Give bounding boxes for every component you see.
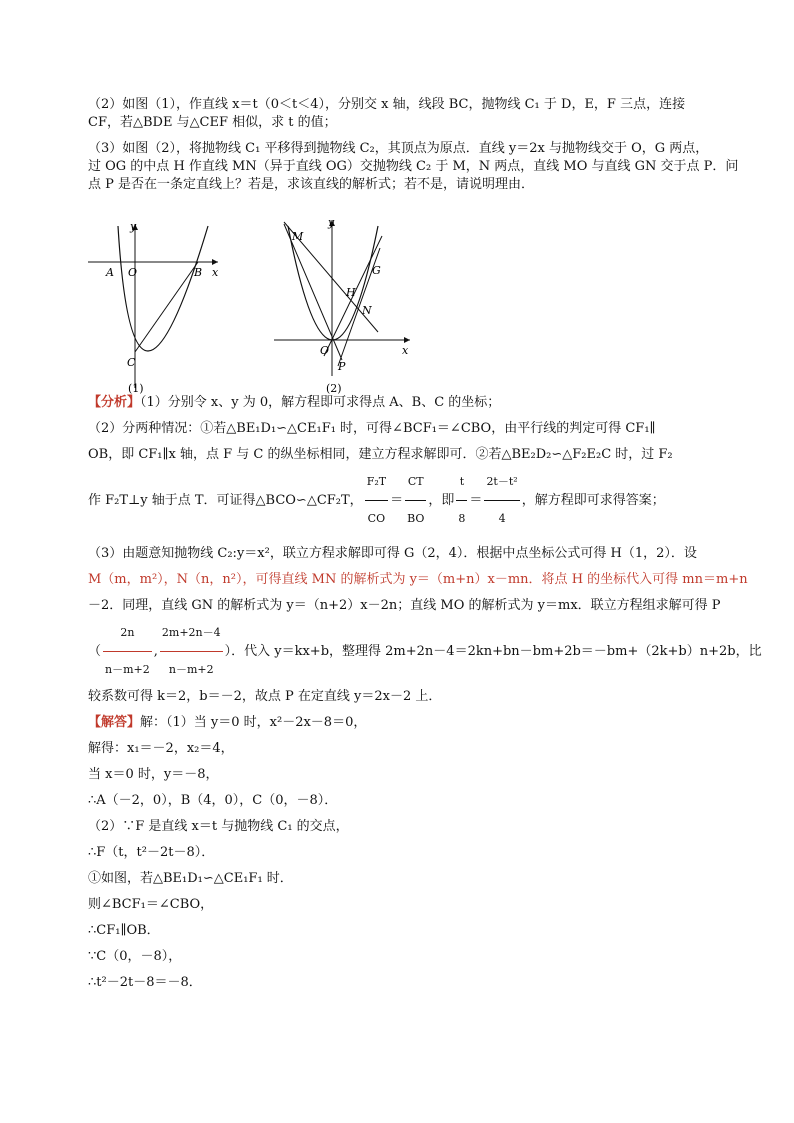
fig1-parabola (118, 226, 208, 351)
fraction-t-8: $\frac{t}{8}$ (456, 464, 467, 537)
solution-line-3: 当 x＝0 时，y＝－8， (88, 767, 219, 782)
fig1-label-o: O (128, 266, 138, 279)
question-2 (88, 96, 728, 140)
fraction-2t-t2-4: $\frac{\text{2t－t²}}{4}$ (484, 464, 519, 537)
fraction-py: $\frac{2m+2n-4}{n-m+2}$ (160, 615, 223, 688)
solution-line-11: ∴t²－2t－8＝－8． (88, 975, 202, 990)
fig2-x-arrow-icon (404, 337, 410, 343)
analysis-text-1: （1）分别令 x、y 为 0，解方程即可求得点 A、B、C 的坐标； (140, 395, 501, 410)
figures-svg (88, 216, 428, 394)
q2-line-2: CF，若△BDE 与△CEF 相似，求 t 的值； (88, 115, 337, 130)
q2-line-1: （2）如图（1），作直线 x＝t（0＜t＜4），分别交 x 轴，线段 BC，抛物线 C₁ 于 D，E，F 三点，连接 (88, 97, 686, 112)
fig1-x-arrow-icon (212, 259, 218, 265)
solution-line-8: 则∠BCF₁＝∠CBO， (88, 897, 214, 912)
q3-line-1: （3）如图（2），将抛物线 C₁ 平移得到抛物线 C₂，其顶点为原点．直线 y＝2x 与抛物线交于 O，G 两点， (88, 141, 709, 156)
analysis-tag: 【分析】 (88, 395, 141, 410)
solution-text-1: 解：（1）当 y＝0 时，x²－2x－8＝0， (140, 715, 367, 730)
analysis-line-5: （3）由题意知抛物线 C₂:y＝x²，联立方程求解即可得 G（2，4）．根据中点坐标公式可得 H（1，2）．设 (88, 546, 697, 561)
analysis-line-9: 较系数可得 k＝2，b＝－2，故点 P 在定直线 y＝2x－2 上． (88, 689, 442, 704)
analysis-section (88, 394, 762, 706)
fig2-caption: (2) (326, 382, 342, 394)
analysis-line-3: OB，即 CF₁∥x 轴，点 F 与 C 的纵坐标相同，建立方程求解即可．②若△BE₂D₂∽△F₂E₂C 时，过 F₂ (88, 447, 673, 462)
fraction-px: $\frac{2n}{n-m+2}$ (103, 615, 152, 688)
analysis-line-8: （ $\frac{2n}{n-m+2}$ , $\frac{2m+2n-4}{n-m+2}$ ）．代入 y＝kx+b，整理得 2m+2n－4＝2kn+bn－bm+2b＝－bm+（2k+b）n+2b，比 (88, 615, 728, 688)
fig2-x-label: x (402, 344, 409, 357)
fig1-segment-bc (135, 262, 198, 352)
figure-1 (88, 220, 219, 394)
solution-line-4: ∴A（－2，0），B（4，0），C（0，－8）． (88, 793, 338, 808)
analysis-text-4a: 作 F₂T⊥y 轴于点 T．可证得△BCO∽△CF₂T， (88, 493, 363, 508)
analysis-line-2: （2）分两种情况：①若△BE₁D₁∽△CE₁F₁ 时，可得∠BCF₁＝∠CBO，由平行线的判定可得 CF₁∥ (88, 421, 656, 436)
fig1-label-b: B (194, 266, 203, 279)
document-page (88, 96, 762, 992)
fig1-x-label: x (212, 266, 219, 279)
q3-line-2: 过 OG 的中点 H 作直线 MN（异于直线 OG）交抛物线 C₂ 于 M，N 两点，直线 MO 与直线 GN 交于点 P．问 (88, 159, 739, 174)
solution-line-9: ∴CF₁∥OB． (88, 923, 160, 938)
solution-section (88, 714, 728, 992)
fig1-y-label: y (130, 220, 137, 233)
fraction-f2t-co: $\frac{\text{F₂T}}{CO}$ (365, 464, 388, 537)
fig2-y-label: y (328, 216, 335, 229)
fig1-label-a: A (106, 266, 114, 279)
fig2-label-o: O (320, 344, 330, 357)
fig1-caption: (1) (128, 382, 144, 394)
fraction-ct-bo: $\frac{CT}{BO}$ (405, 464, 426, 537)
fig2-label-g: G (372, 264, 381, 277)
solution-line-1 (88, 714, 728, 732)
fig2-label-h: H (346, 286, 356, 299)
solution-line-5: （2）∵F 是直线 x＝t 与抛物线 C₁ 的交点， (88, 819, 349, 834)
fig2-label-p: P (338, 360, 346, 373)
solution-line-7: ①如图，若△BE₁D₁∽△CE₁F₁ 时． (88, 871, 293, 886)
fig2-label-m: M (292, 230, 304, 243)
figure-2 (274, 216, 410, 394)
solution-tag: 【解答】 (88, 715, 141, 730)
analysis-text-8: ）．代入 y＝kx+b，整理得 2m+2n－4＝2kn+bn－bm+2b＝－bm+（2k+b）n+2b，比 (224, 644, 762, 659)
fig2-label-n: N (362, 304, 372, 317)
figures (88, 216, 728, 394)
analysis-line-1 (88, 394, 728, 412)
fig1-label-c: C (127, 356, 136, 369)
analysis-line-4: 作 F₂T⊥y 轴于点 T．可证得△BCO∽△CF₂T， $\frac{\text{F₂T}}{CO}$ ＝ $\frac{CT}{BO}$ ，即 $\frac{t}{8}$ ＝ $\frac{\text{2t－t²}}{4}$ ，解方程即可求得答案； (88, 464, 728, 537)
question-3 (88, 140, 739, 206)
solution-line-10: ∵C（0，－8）， (88, 949, 182, 964)
analysis-line-6: M（m，m²），N（n，n²），可得直线 MN 的解析式为 y＝（m+n）x－mn．将点 H 的坐标代入可得 mn＝m+n (88, 572, 748, 587)
q3-line-3: 点 P 是否在一条定直线上？若是，求该直线的解析式；若不是，请说明理由． (88, 177, 535, 192)
solution-line-6: ∴F（t，t²－2t－8）． (88, 845, 215, 860)
solution-line-2: 解得：x₁＝－2，x₂＝4， (88, 741, 234, 756)
analysis-line-7: －2．同理，直线 GN 的解析式为 y＝（n+2）x－2n；直线 MO 的解析式为 y＝mx．联立方程组求解可得 P (88, 598, 721, 613)
